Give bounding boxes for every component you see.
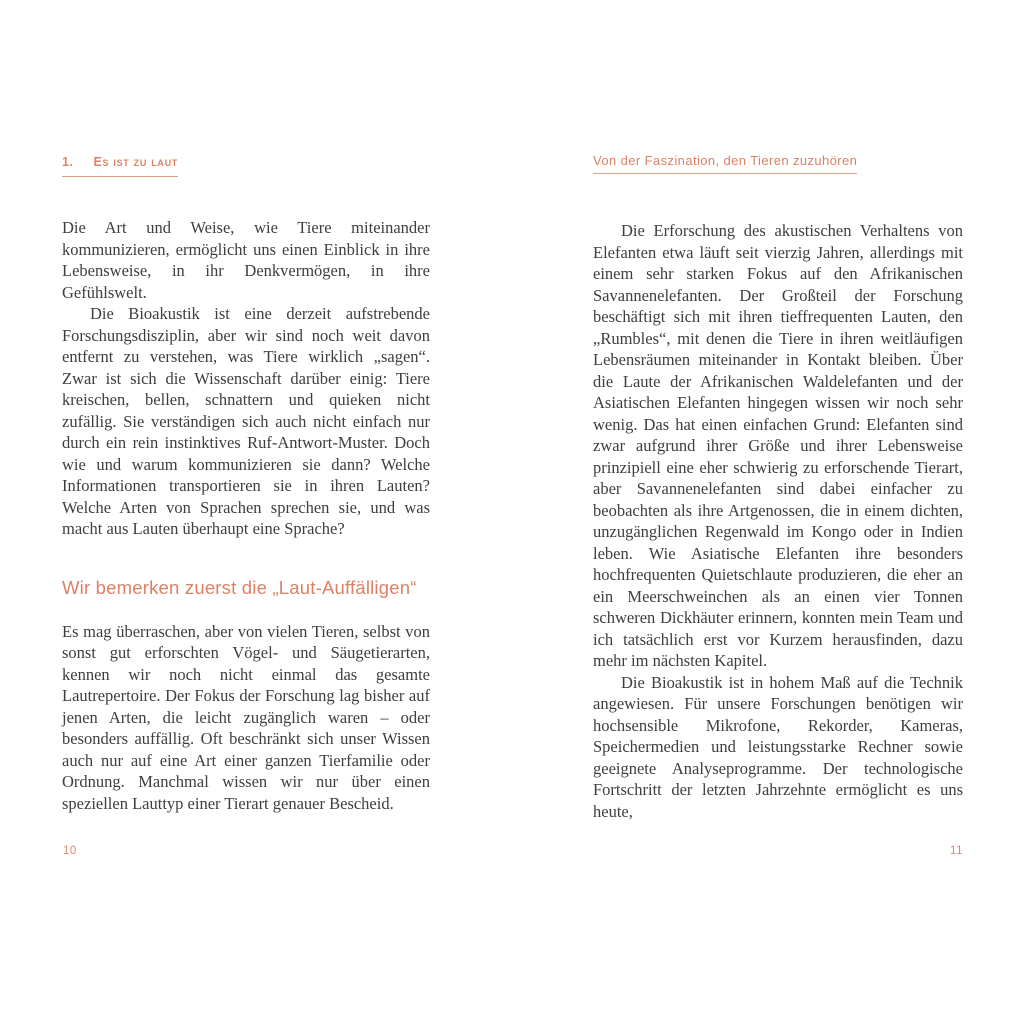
right-page-body: [593, 220, 963, 822]
section-subheading: Wir bemerken zuerst die „Laut-Auffälligen“: [62, 576, 417, 598]
paragraph: Die Art und Weise, wie Tiere miteinander kommunizieren, ermöglicht uns einen Einblick in ihre Lebensweise, in ihr Denkvermögen, in ihre Gefühlswelt.: [62, 218, 430, 302]
page-number-right: 11: [950, 845, 963, 857]
paragraph: Die Bioakustik ist eine derzeit aufstrebende Forschungsdisziplin, aber wir sind noch weit davon entfernt zu verstehen, was Tiere wirklich „sagen“. Zwar ist sich die Wissenschaft darüber einig: Tiere kreischen, bellen, schnattern und quieken nicht zufällig. Sie verständigen sich auch nicht einfach nur durch ein rein instinktives Ruf-Antwort-Muster. Doch wie und warum kommunizieren sie dann? Welche Informationen transportieren sie in ihren Lauten? Welche Arten von Sprachen sprechen sie, und was macht aus Lauten überhaupt eine Sprache?: [62, 304, 430, 538]
right-running-header-text: Von der Faszination, den Tieren zuzuhören: [593, 153, 857, 174]
chapter-title: Es ist zu laut: [93, 155, 179, 169]
left-page-body: [62, 217, 430, 814]
paragraph: Es mag überraschen, aber von vielen Tieren, selbst von sonst gut erforschten Vögel- und Säugetierarten, kennen wir noch nicht einmal das gesamte Lautrepertoire. Der Fokus der Forschung lag bisher auf jenen Arten, die leicht zugänglich waren – oder besonders auffällig. Oft beschränkt sich unser Wissen auch nur auf eine Art einer ganzen Tierfamilie oder Ordnung. Manchmal wissen wir nur über einen speziellen Lauttyp einer Tierart genauer Bescheid.: [62, 621, 430, 813]
paragraph: Die Bioakustik ist in hohem Maß auf die Technik angewiesen. Für unsere Forschungen benötigen wir hochsensible Mikrofone, Rekorder, Kameras, Speichermedien und leistungsstarke Rechner sowie geeignete Analyseprogramme. Der technologische Fortschritt der letzten Jahrzehnte ermöglicht es uns heute,: [593, 672, 963, 821]
right-running-header: [593, 153, 857, 174]
left-running-header: [62, 153, 178, 177]
page-number-left: 10: [63, 845, 77, 857]
left-running-header-text: [62, 153, 178, 177]
chapter-number: 1.: [62, 155, 74, 169]
paragraph: Die Erforschung des akustischen Verhaltens von Elefanten etwa läuft seit vierzig Jahren, allerdings mit einem sehr starken Fokus auf den Afrikanischen Savannenelefanten. Der Großteil der Forschung beschäftigt sich mit ihren tieffrequenten Lauten, den „Rumbles“, mit denen die Tiere in ihren weitläufigen Lebensräumen miteinander in Kontakt bleiben. Über die Laute der Afrikanischen Waldelefanten und der Asiatischen Elefanten hingegen wissen wir noch sehr wenig. Das hat einen einfachen Grund: Elefanten sind zwar aufgrund ihrer Größe und ihrer Lebensweise prinzipiell eine eher schwierig zu erforschende Tierart, aber Savannenelefanten sind dabei einfacher zu beobachten als ihre Artgenossen, die in einem dichten, unzugänglichen Regenwald im Kongo oder in Indien leben. Wie Asiatische Elefanten ihre besonders hochfrequenten Quietschlaute produzieren, die eher an ein Meerschweinchen als an einen vier Tonnen schweren Dickhäuter erinnern, konnten mein Team und ich tatsächlich erst vor Kurzem herausfinden, dazu mehr im nächsten Kapitel.: [593, 221, 963, 670]
